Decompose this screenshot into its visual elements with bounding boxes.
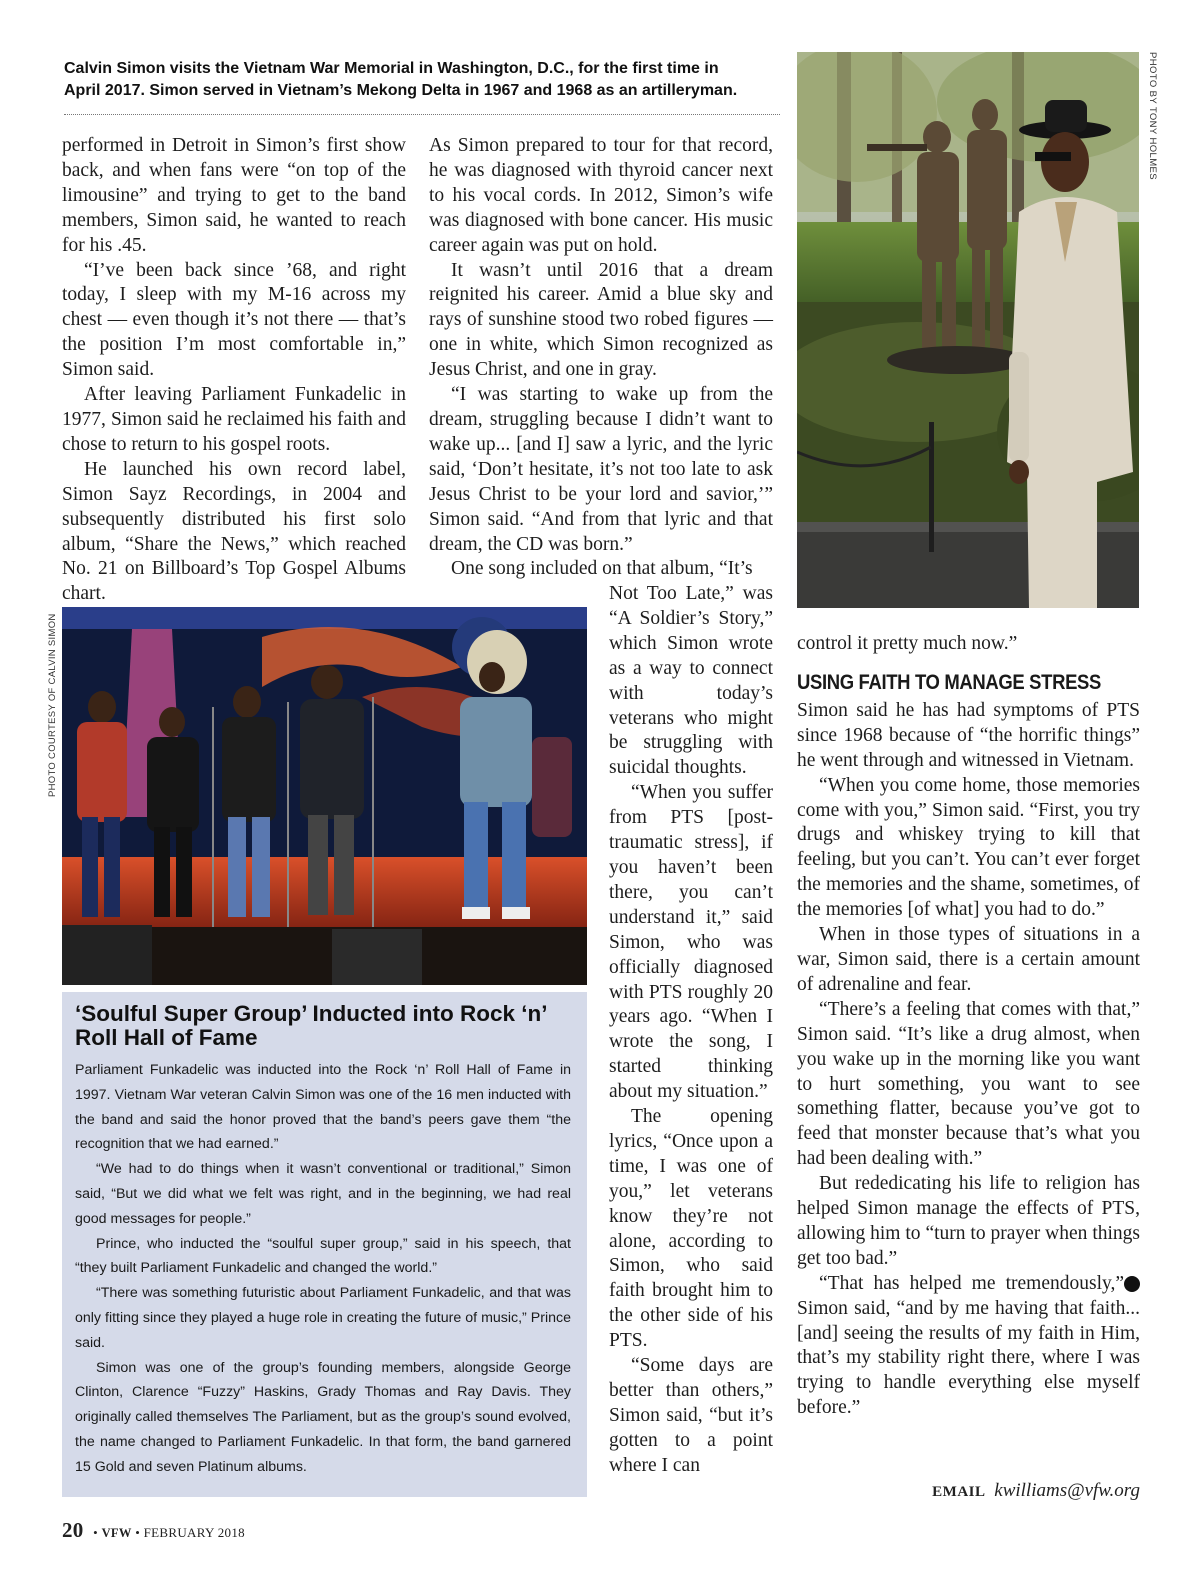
end-mark-icon: ✪ [1124,1276,1140,1292]
sidebar-paragraph: Prince, who inducted the “soulful super group,” said in his speech, that “they built Parliament Funkadelic and changed the world.” [75,1235,571,1277]
email-label: EMAIL [932,1484,986,1500]
article-column-2-narrow [609,582,773,1479]
sidebar-paragraph: “There was something futuristic about Parliament Funkadelic, and that was only fitting since they played a huge role in creating the future of music,” Prince said. [75,1285,571,1351]
article-column-3 [797,632,1156,1421]
paragraph: But rededicating his life to religion has helped Simon manage the effects of PTS, allowing him to “turn to prayer when things get too bad.” [797,1173,1140,1269]
paragraph: The opening lyrics, “Once upon a time, I was one of you,” let veterans know they’re not alone, according to Simon, who said faith brought him to the other side of his PTS. [609,1106,773,1352]
paragraph: It wasn’t until 2016 that a dream reignited his career. Amid a blue sky and rays of sunshine stood two robed figures — one in white, which Simon recognized as Jesus Christ, and one in gray. [429,259,773,381]
paragraph: One song included on that album, “It’s [451,558,753,580]
sidebar-paragraph: Simon was one of the group’s founding members, alongside George Clinton, Clarence “Fuzzy” Haskins, Grady Thomas and Ray Davis. They originally called themselves The Parliament, but as the group’s sound evolved, the name changed to Parliament Funkadelic. In that form, the band garnered 15 Gold and seven Platinum albums. [75,1359,571,1475]
paragraph: After leaving Parliament Funkadelic in 1977, Simon said he reclaimed his faith and chose to return to his gospel roots. [62,384,406,455]
memorial-photo-graphic [797,52,1139,608]
band-photo [62,607,587,985]
page-number: 20 [62,1518,84,1542]
paragraph: When in those types of situations in a war, Simon said, there is a certain amount of adrenaline and fear. [797,924,1140,995]
caption-line-2: April 2017. Simon served in Vietnam’s Mekong Delta in 1967 and 1968 as an artilleryman. [64,82,738,99]
memorial-photo [797,52,1139,608]
folio-separator: • [93,1525,99,1540]
sidebar-box [62,992,587,1497]
paragraph: performed in Detroit in Simon’s first show back, and when fans were “on top of the limousine” and trying to get to the band members, Simon said, he wanted to reach for his .45. [62,135,406,256]
paragraph: control it pretty much now.” [797,633,1018,654]
paragraph: He launched his own record label, Simon Sayz Recordings, in 2004 and subsequently distributed his first solo album, “Share the News,” which reached No. 21 on Billboard’s Top Gospel Albums chart. [62,458,406,605]
band-photo-graphic [62,607,587,985]
author-email [880,1480,1140,1502]
final-paragraph-text: “That has helped me tremendously,” Simon said, “and by me having that faith... [and] seeing the results of my faith in Him, that’s my stability right there, where I was trying to handle everything else myself before.” [797,1272,1140,1419]
paragraph: “When you suffer from PTS [post-traumatic stress], if you haven’t been there, you can’t understand it,” said Simon, who was officially diagnosed with PTS roughly 20 years ago. “When I wrote the song, I started thinking about my situation.” [609,782,773,1103]
article-column-2 [429,134,773,582]
paragraph: “I was starting to wake up from the dream, struggling because I didn’t want to wake up... [and I] saw a lyric, and the lyric said, ‘Don’t hesitate, it’s not too late to ask Jesus Christ to be your lord and savior,’” Simon said. “And from that lyric and that dream, the CD was born.” [429,384,773,555]
article-column-1 [62,134,406,607]
caption-divider [64,114,780,115]
sidebar-title: ‘Soulful Super Group’ Inducted into Rock ‘n’ Roll Hall of Fame [75,1001,547,1050]
email-address[interactable]: kwilliams@vfw.org [994,1480,1140,1501]
photo-caption [64,58,784,102]
paragraph: “When you come home, those memories come with you,” Simon said. “First, you try drugs and whiskey trying to kill that feeling, but you can’t. You can’t ever forget the memories and the shame, sometimes, of the memories [of what] you had to do.” [797,774,1140,921]
paragraph: Simon said he has had symptoms of PTS since 1968 because of “the horrific things” he went through and witnessed in Vietnam. [797,699,1140,771]
paragraph: Not Too Late,” was “A Soldier’s Story,” which Simon wrote as a way to connect with today’s veterans who might be struggling with suicidal thoughts. [609,583,773,779]
caption-line-1: Calvin Simon visits the Vietnam War Memorial in Washington, D.C., for the first time in [64,60,719,77]
sidebar-paragraph: Parliament Funkadelic was inducted into the Rock ‘n’ Roll Hall of Fame in 1997. Vietnam War veteran Calvin Simon was one of the 16 men inducted with the band and said the honor proved that the band’s peers gave them “the recognition that we had earned.” [75,1062,571,1153]
magazine-name: VFW [101,1526,132,1540]
section-subhead: USING FAITH TO MANAGE STRESS [797,670,1101,694]
page-folio [62,1518,245,1543]
photo-credit-left: PHOTO COURTESY OF CALVIN SIMON [47,613,58,797]
paragraph: As Simon prepared to tour for that record, he was diagnosed with thyroid cancer next to his vocal cords. In 2012, Simon’s wife was diagnosed with bone cancer. His music career again was put on hold. [429,135,773,256]
issue-date: FEBRUARY 2018 [143,1525,245,1540]
folio-separator: • [135,1525,141,1540]
paragraph: “Some days are better than others,” Simon said, “but it’s gotten to a point where I can [609,1355,773,1476]
paragraph: “There’s a feeling that comes with that,” Simon said. “It’s like a drug almost, when you wake up in the morning like you want to hurt something, you want to see something flatter, because you’ve got to feed that monster because that’s what you had been dealing with.” [797,998,1140,1170]
paragraph [797,1272,1156,1421]
paragraph: “I’ve been back since ’68, and right today, I sleep with my M-16 across my chest — even though it’s not there — that’s the position I’m most comfortable in,” Simon said. [62,259,406,381]
sidebar-paragraph: “We had to do things when it wasn’t conventional or traditional,” Simon said, “But we did what we felt was right, and in the beginning, we had real good messages for people.” [75,1161,571,1227]
photo-credit-top: PHOTO BY TONY HOLMES [1147,52,1158,181]
